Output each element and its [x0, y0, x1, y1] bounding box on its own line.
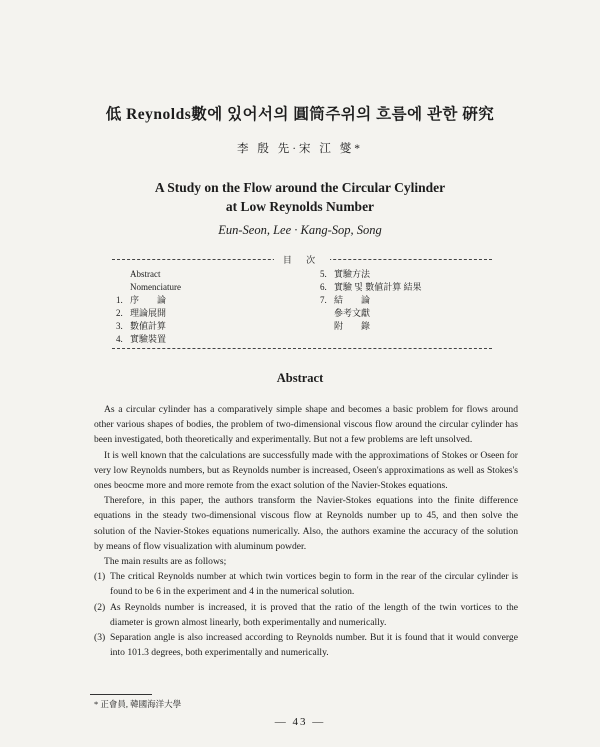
- english-title: [0, 178, 600, 216]
- toc-item: [116, 294, 181, 307]
- toc-item-label: 實驗方法: [334, 269, 371, 279]
- result-item: [94, 600, 518, 630]
- toc-item-label: 理論展開: [130, 308, 167, 318]
- toc-item-label: 實驗裝置: [130, 334, 167, 344]
- abstract-paragraph: It is well known that the calculations are successfully made with the approximations of Stokes or Oseen for very low Reynolds numbers, but as Reynolds number is increased, Oseen's approximations as well as Stokes's ones beocme more and more remote from the exact solution of the Navier-Stokes equations.: [94, 449, 518, 492]
- toc-right-column: [320, 268, 421, 333]
- toc-item: [116, 268, 181, 281]
- toc-item-number: 3.: [116, 321, 123, 331]
- result-text: As Reynolds number is increased, it is proved that the ratio of the length of the twin vortices to the diameter is grown almost linearly, both experimentally and numerically.: [110, 601, 518, 628]
- footnote: * 正會員, 韓國海洋大學: [94, 699, 182, 709]
- result-item: [94, 569, 518, 599]
- toc-item-label: 結 論: [334, 295, 371, 305]
- english-title-line-2: at Low Reynolds Number: [225, 199, 375, 214]
- abstract-body: [94, 402, 518, 660]
- result-text: Separation angle is also increased according to Reynolds number. But it is found that it would converge into 101.3 degrees, both experimentally and numerically.: [110, 632, 518, 659]
- toc-item-number: 5.: [320, 269, 327, 279]
- abstract-paragraph: The main results are as follows;: [104, 556, 227, 568]
- toc-item: [116, 320, 181, 333]
- toc-item-label: Abstract: [130, 269, 161, 279]
- result-label: (1): [94, 571, 106, 583]
- toc-item-number: 7.: [320, 295, 327, 305]
- abstract-paragraph: Therefore, in this paper, the authors transform the Navier-Stokes equations into the finite difference equations in the steady two-dimensional viscous flow at Reynolds number up to 45, and then solve the solution of the Navier-Stokes equations numerically. Also, the authors examine the accuracy of the solution by means of flow visualization with aluminum powder.: [94, 495, 518, 552]
- toc-item: [320, 294, 421, 307]
- toc-item-label: 參考文獻: [334, 308, 371, 318]
- korean-title: 低 Reynolds數에 있어서의 圓筒주위의 흐름에 관한 硏究: [105, 106, 495, 123]
- result-text: The critical Reynolds number at which twin vortices begin to form in the rear of the circular cylinder is found to be 6 in the experiment and 4 in the numerical solution.: [110, 571, 518, 598]
- toc-item: [320, 281, 421, 294]
- toc-item-number: 1.: [116, 295, 123, 305]
- abstract-paragraph: As a circular cylinder has a comparatively simple shape and becomes a basic problem for flows around other various shapes of bodies, the problem of two-dimensional viscous flow around the circular cylinder has been investigated, both theoretically and experimentally. But not a few problems are left unsolved.: [94, 404, 518, 446]
- results-list: [94, 569, 518, 660]
- toc-item: [320, 320, 421, 333]
- abstract-heading: Abstract: [276, 371, 324, 385]
- toc-item-number: 6.: [320, 282, 327, 292]
- toc-item-label: 實驗 및 數値計算 結果: [334, 282, 422, 292]
- toc-item: [116, 307, 181, 320]
- toc-item: [320, 307, 421, 320]
- korean-authors: 李 殷 先·宋 江 燮*: [236, 143, 364, 155]
- toc-item-label: Nomenciature: [130, 282, 181, 292]
- english-title-line-1: A Study on the Flow around the Circular Cylinder: [154, 180, 446, 195]
- toc-item-number: 2.: [116, 308, 123, 318]
- toc-item: [116, 333, 181, 346]
- footnote-divider: [90, 694, 152, 695]
- toc-item: [116, 281, 181, 294]
- table-of-contents: [112, 255, 492, 349]
- toc-item-label: 附 錄: [334, 321, 371, 331]
- toc-item-label: 序 論: [130, 295, 167, 305]
- result-label: (3): [94, 632, 106, 644]
- toc-heading: 目 次: [274, 253, 330, 266]
- result-label: (2): [94, 601, 106, 613]
- toc-item-number: 4.: [116, 334, 123, 344]
- result-item: [94, 630, 518, 660]
- toc-item: [320, 268, 421, 281]
- toc-item-label: 數値計算: [130, 321, 167, 331]
- page-number: — 43 —: [274, 716, 326, 728]
- english-authors: Eun-Seon, Lee · Kang-Sop, Song: [218, 223, 382, 237]
- toc-left-column: [116, 268, 181, 346]
